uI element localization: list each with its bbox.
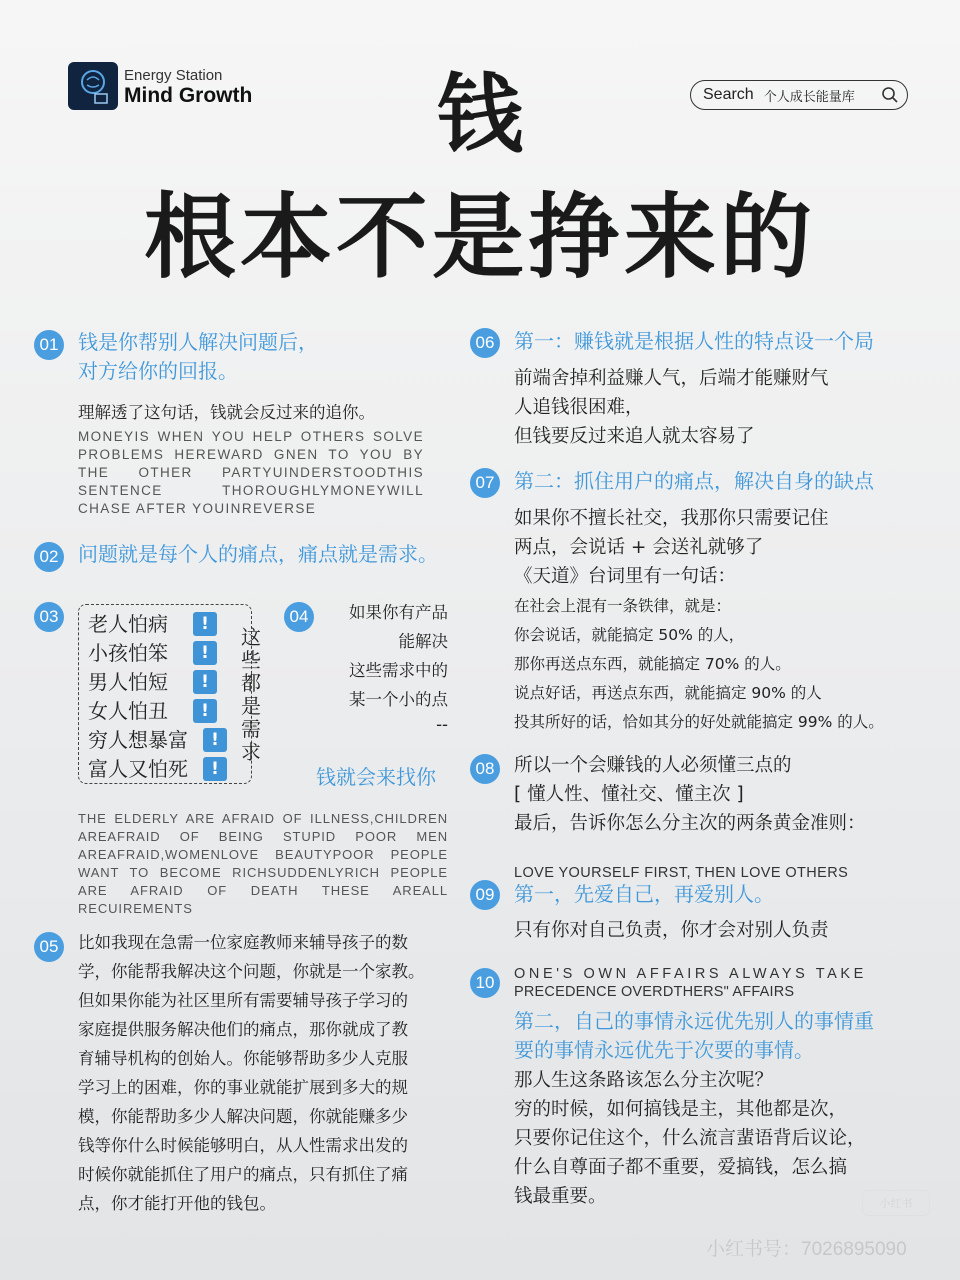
vertical-label — [238, 626, 264, 764]
search-text: 个人成长能量库 — [763, 89, 855, 105]
s07-line: 《天道》台词里有一句话： — [514, 566, 737, 587]
exclamation-icon: ! — [193, 670, 217, 694]
s10-line: 钱最重要。 — [514, 1186, 607, 1207]
s08-line: 所以一个会赚钱的人必须懂三点的 — [514, 755, 792, 776]
s05-line: 学，你能帮我解决这个问题，你就是一个家教。 — [78, 962, 425, 981]
need-item: 小孩怕笨 — [88, 641, 168, 665]
s09-body: 只有你对自己负责，你才会对别人负责 — [514, 920, 829, 941]
s04-highlight: 钱就会来找你 — [316, 765, 436, 789]
s05-line: 学习上的困难，你的事业就能扩展到多大的规 — [78, 1078, 408, 1097]
s05-body — [78, 928, 468, 1218]
s05-line: 模，你能帮助多少人解决问题，你就能赚多少 — [78, 1107, 408, 1126]
vertical-char: 是 — [241, 694, 261, 718]
s04-line: 这些需求中的 — [349, 661, 448, 680]
search-label: Search — [703, 86, 754, 103]
section-number-07: 07 — [470, 468, 500, 498]
exclamation-icon: ! — [203, 757, 227, 781]
vertical-char: 求 — [241, 740, 261, 764]
s07-quote-line: 那你再送点东西，就能搞定 70% 的人。 — [514, 655, 791, 673]
section-number-04: 04 — [284, 602, 314, 632]
watermark-badge: 小红书 — [862, 1190, 930, 1216]
section-number-02: 02 — [34, 542, 64, 572]
need-item: 女人怕丑 — [88, 699, 168, 723]
need-item: 老人怕病 — [88, 612, 168, 636]
s01-heading-line-1: 钱是你帮别人解决问题后， — [78, 330, 318, 354]
vertical-char: 些 — [241, 648, 261, 672]
exclamation-icon: ! — [203, 728, 227, 752]
s01-english: MONEYIS WHEN YOU HELP OTHERS SOLVE PROBLEMS HEREWARD GNEN TO YOU BY THE OTHER PARTYUINDERSTOODTHIS SENTENCE THOROUGHLYMONEYWILL CHASE AFTER YOUINREVERSE — [78, 429, 424, 516]
section-number-06: 06 — [470, 328, 500, 358]
s05-line: 钱等你什么时候能够明白，从人性需求出发的 — [78, 1136, 408, 1155]
s09-english: LOVE YOURSELF FIRST, THEN LOVE OTHERS — [514, 865, 849, 881]
s05-line: 比如我现在急需一位家庭教师来辅导孩子的数 — [78, 933, 408, 952]
s10-line: 穷的时候，如何搞钱是主，其他都是次， — [514, 1099, 848, 1120]
s07-line: 两点，会说话 + 会送礼就够了 — [514, 537, 764, 558]
section-number-08: 08 — [470, 754, 500, 784]
s08-line: [ 懂人性、懂社交、懂主次 ] — [514, 784, 744, 805]
s07-quote-line: 说点好话，再送点东西，就能搞定 90% 的人 — [514, 684, 822, 702]
section-number-01: 01 — [34, 330, 64, 360]
search-box[interactable] — [690, 80, 908, 110]
search-icon[interactable] — [881, 86, 899, 104]
exclamation-icon: ! — [193, 612, 217, 636]
s06-line: 人追钱很困难， — [514, 397, 644, 418]
s07-quote-line: 在社会上混有一条铁律，就是： — [514, 597, 732, 615]
s10-line: 那人生这条路该怎么分主次呢？ — [514, 1070, 774, 1091]
vertical-char: 需 — [241, 717, 261, 741]
vertical-char: 这 — [241, 625, 261, 649]
s07-line: 如果你不擅长社交，我那你只需要记住 — [514, 508, 829, 529]
s07-quote-line: 投其所好的话，恰如其分的好处就能搞定 99% 的人。 — [514, 713, 884, 731]
s10-english-2: PRECEDENCE OVERDTHERS" AFFAIRS — [514, 984, 795, 1000]
s05-line: 但如果你能为社区里所有需要辅导孩子学习的 — [78, 991, 408, 1010]
s08-body — [514, 751, 934, 838]
watermark-text: 小红书号：7026895090 — [706, 1239, 907, 1260]
s05-line: 点，你才能打开他的钱包。 — [78, 1194, 276, 1213]
s04-line: 能解决 — [398, 632, 448, 651]
section-number-03: 03 — [34, 602, 64, 632]
s10-english-1: ONE'S OWN AFFAIRS ALWAYS TAKE — [514, 966, 867, 982]
s02-heading: 问题就是每个人的痛点，痛点就是需求。 — [78, 542, 438, 566]
s01-heading-line-2: 对方给你的回报。 — [78, 359, 238, 383]
exclamation-icon: ! — [193, 641, 217, 665]
section-number-10: 10 — [470, 968, 500, 998]
page-title-line-1: 钱 — [437, 65, 523, 165]
need-item: 富人又怕死 — [88, 757, 188, 781]
s05-line: 时候你就能抓住了用户的痛点，只有抓住了痛 — [78, 1165, 408, 1184]
section-number-09: 09 — [470, 880, 500, 910]
exclamation-icon: ! — [193, 699, 217, 723]
s10-line: 只要你记住这个，什么流言蜚语背后议论， — [514, 1128, 866, 1149]
s10-line: 什么自尊面子都不重要，爱搞钱，怎么搞 — [514, 1157, 848, 1178]
brand-line-1: Energy Station — [124, 67, 223, 84]
s04-line: -- — [436, 715, 448, 734]
needs-list-box — [78, 604, 252, 784]
need-item: 穷人想暴富 — [88, 728, 188, 752]
section-number-05: 05 — [34, 932, 64, 962]
s07-heading: 第二：抓住用户的痛点，解决自身的缺点 — [514, 469, 874, 493]
brand-line-2: Mind Growth — [124, 84, 253, 107]
s05-line: 育辅导机构的创始人。你能够帮助多少人克服 — [78, 1049, 408, 1068]
s10-heading-line-2: 要的事情永远优先于次要的事情。 — [514, 1038, 814, 1062]
s01-body: 理解透了这句话，钱就会反过来的追你。 — [78, 403, 375, 422]
s09-heading: 第一，先爱自己，再爱别人。 — [514, 882, 774, 906]
s06-line: 但钱要反过来追人就太容易了 — [514, 426, 755, 447]
s07-body — [514, 504, 934, 591]
s10-heading-line-1: 第二，自己的事情永远优先别人的事情重 — [514, 1009, 874, 1033]
s08-line: 最后，告诉你怎么分主次的两条黄金准则： — [514, 813, 866, 834]
s07-quote — [514, 592, 944, 737]
s04-body — [320, 598, 448, 748]
s06-line: 前端舍掉利益赚人气，后端才能赚财气 — [514, 368, 829, 389]
page-title-line-2: 根本不是挣来的 — [143, 184, 816, 291]
s04-line: 某一个小的点 — [349, 690, 448, 709]
need-item: 男人怕短 — [88, 670, 168, 694]
s06-heading: 第一：赚钱就是根据人性的特点设一个局 — [514, 329, 874, 353]
s07-quote-line: 你会说话，就能搞定 50% 的人， — [514, 626, 745, 644]
s03-english: THE ELDERLY ARE AFRAID OF ILLNESS,CHILDREN AREAFRAID OF BEING STUPID POOR MEN AREAFRAID,WOMENLOVE BEAUTYPOOR PEOPLE WANT TO BECOME RICHSUDDENLYRICH PEOPLE ARE AFRAID OF DEATH THESE AREALL RECUIREMENTS — [78, 811, 448, 916]
s04-line: 如果你有产品 — [349, 603, 448, 622]
s05-line: 家庭提供服务解决他们的痛点，那你就成了教 — [78, 1020, 408, 1039]
s06-body — [514, 364, 934, 451]
vertical-char: 都 — [241, 671, 261, 695]
